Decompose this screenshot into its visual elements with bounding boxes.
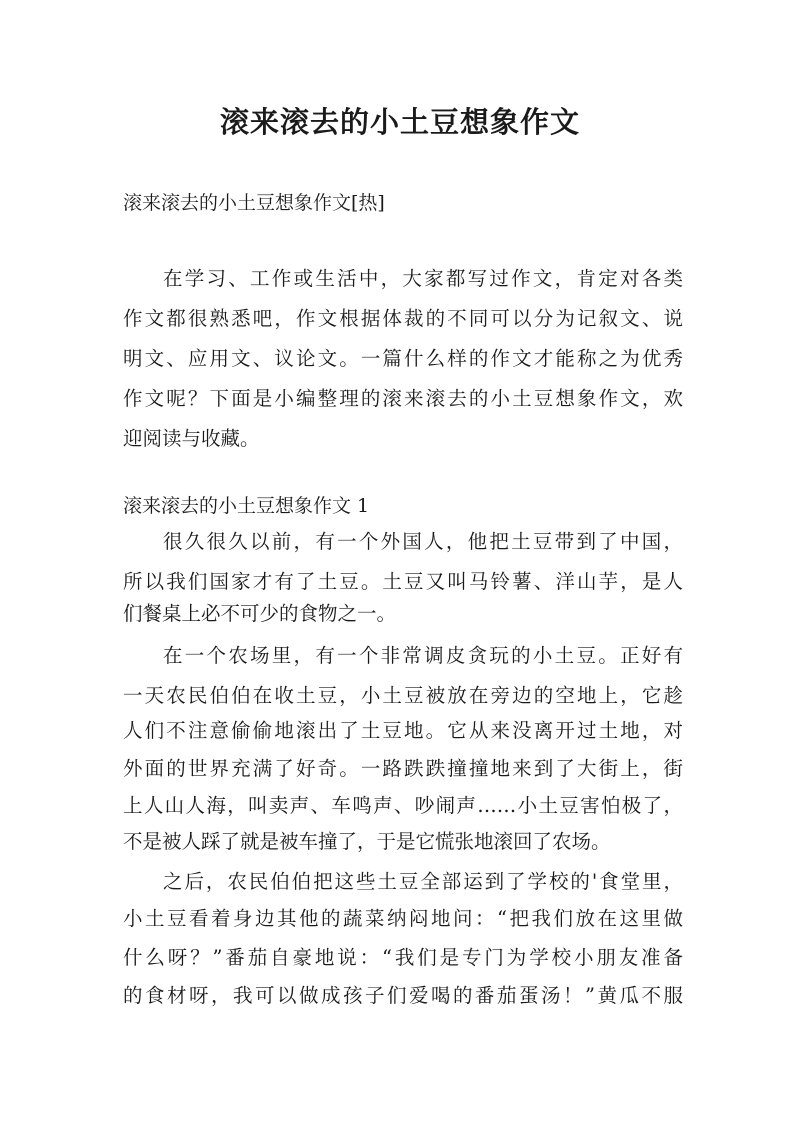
paragraph-line: 们餐桌上必不可少的食物之一。 [123, 602, 397, 625]
intro-line: 作文都很熟悉吧，作文根据体裁的不同可以分为记叙文、说 [123, 307, 683, 330]
paragraph-line: 小土豆看着身边其他的蔬菜纳闷地问：“把我们放在这里做 [123, 907, 683, 930]
paragraph-line: 外面的世界充满了好奇。一路跌跌撞撞地来到了大街上，街 [123, 757, 683, 780]
section-heading: 滚来滚去的小土豆想象作文 1 [123, 495, 370, 517]
document-subtitle: 滚来滚去的小土豆想象作文[热] [123, 192, 385, 214]
paragraph-line: 所以我们国家才有了土豆。土豆又叫马铃薯、洋山芋，是人 [123, 570, 683, 593]
paragraph-line: 在一个农场里，有一个非常调皮贪玩的小土豆。正好有 [163, 644, 683, 667]
intro-line: 迎阅读与收藏。 [123, 427, 260, 450]
intro-line: 作文呢？下面是小编整理的滚来滚去的小土豆想象作文，欢 [123, 387, 683, 410]
page-title: 滚来滚去的小土豆想象作文 [219, 105, 580, 139]
intro-line: 在学习、工作或生活中，大家都写过作文，肯定对各类 [163, 267, 683, 290]
paragraph-line: 的食材呀，我可以做成孩子们爱喝的番茄蛋汤！”黄瓜不服 [123, 984, 683, 1007]
paragraph-line: 什么呀？”番茄自豪地说：“我们是专门为学校小朋友准备 [123, 946, 683, 969]
paragraph-line: 一天农民伯伯在收土豆，小土豆被放在旁边的空地上，它趁 [123, 684, 683, 707]
paragraph-line: 人们不注意偷偷地滚出了土豆地。它从来没离开过土地，对 [123, 719, 683, 742]
paragraph-line: 上人山人海，叫卖声、车鸣声、吵闹声……小土豆害怕极了， [123, 794, 683, 817]
intro-line: 明文、应用文、议论文。一篇什么样的作文才能称之为优秀 [123, 347, 683, 370]
paragraph-line: 不是被人踩了就是被车撞了，于是它慌张地滚回了农场。 [123, 830, 611, 853]
paragraph-line: 之后，农民伯伯把这些土豆全部运到了学校的'食堂里， [163, 870, 683, 893]
paragraph-line: 很久很久以前，有一个外国人，他把土豆带到了中国， [163, 530, 683, 553]
